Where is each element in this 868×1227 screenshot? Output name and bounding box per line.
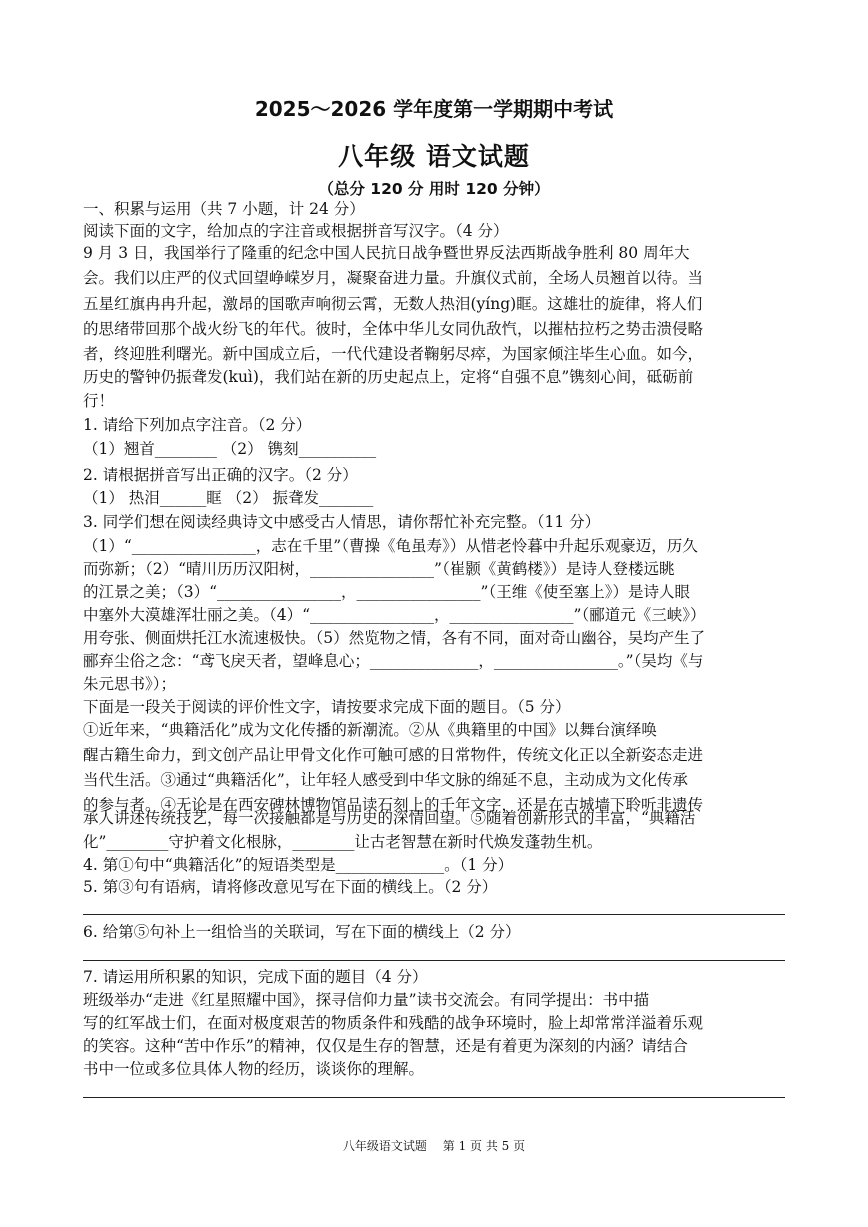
question-2-items: （1） 热泪______眶 （2） 振聋发_______ <box>83 489 374 507</box>
evaluation-intro: 下面是一段关于阅读的评价性文字，请按要求完成下面的题目。（5 分） <box>83 698 571 716</box>
instruction: 阅读下面的文字，给加点的字注音或根据拼音写汉字。（4 分） <box>83 222 509 240</box>
evaluation-line: 承人讲述传统技艺，每一次接触都是与历史的深情回望。⑤随着创新形式的丰富，“典籍活 <box>83 809 696 827</box>
evaluation-line: ①近年来，“典籍活化”成为文化传播的新潮流。②从《典籍里的中国》以舞台演绎唤 <box>83 721 657 739</box>
question-3-line: （1）“________________，志在千里”（曹操《龟虽寿》）从惜老怜暮中升起乐观豪迈，历久 <box>83 537 698 555</box>
passage-line: 行！ <box>83 392 115 410</box>
passage-line: 历史的警钟仍振聋发(kuì)，我们站在新的历史起点上，定将“自强不息”镌刻心间，砥砺前 <box>83 368 694 386</box>
question-1: 1. 请给下列加点字注音。（2 分） <box>83 416 312 434</box>
answer-line[interactable] <box>83 914 785 915</box>
question-7-line: 班级举办“走进《红星照耀中国》，探寻信仰力量”读书交流会。有同学提出：书中描 <box>83 991 650 1009</box>
question-4: 4. 第①句中“典籍活化”的短语类型是______________。（1 分） <box>83 856 514 874</box>
score-time: （总分 120 分 用时 120 分钟） <box>318 180 550 198</box>
section-heading: 一、积累与运用（共 7 小题，计 24 分） <box>83 200 365 218</box>
question-3-line: 用夸张、侧面烘托江水流速极快。（5）然览物之情，各有不同，面对奇山幽谷，吴均产生了 <box>83 629 706 647</box>
question-3-line: 的江景之美；（3）“________________，________________”（王维《使至塞上》）是诗人眼 <box>83 583 690 601</box>
question-7-line: 写的红军战士们，在面对极度艰苦的物质条件和残酷的战争环境时，脸上却常常洋溢着乐观 <box>83 1014 704 1032</box>
footer-page-number: 第 1 页 共 5 页 <box>442 1139 526 1153</box>
passage-line: 者，终迎胜利曙光。新中国成立后，一代代建设者鞠躬尽瘁，为国家倾注毕生心血。如今， <box>83 345 704 363</box>
question-6: 6. 给第⑤句补上一组恰当的关联词，写在下面的横线上（2 分） <box>83 923 521 941</box>
question-3: 3. 同学们想在阅读经典诗文中感受古人情思，请你帮忙补充完整。（11 分） <box>83 513 601 531</box>
question-7: 7. 请运用所积累的知识，完成下面的题目（4 分） <box>83 968 428 986</box>
question-3-line: 中塞外大漠雄浑壮丽之美。（4）“________________，________________”（郦道元《三峡》） <box>83 606 706 624</box>
passage-line: 会。我们以庄严的仪式回望峥嵘岁月，凝聚奋进力量。升旗仪式前，全场人员翘首以待。当 <box>83 269 704 287</box>
footer-subject: 八年级语文试题 <box>342 1139 427 1153</box>
question-2: 2. 请根据拼音写出正确的汉字。（2 分） <box>83 466 358 484</box>
question-3-line: 而弥新；（2）“晴川历历汉阳树，________________”（崔颢《黄鹤楼》）是诗人登楼远眺 <box>83 560 675 578</box>
evaluation-line: 的参与者。④无论是在西安碑林博物馆品读石刻上的千年文字，还是在古城墙下聆听非遗传 <box>83 796 704 814</box>
answer-line[interactable] <box>83 960 785 961</box>
question-3-line: 朱元思书》）； <box>83 675 177 693</box>
question-1-items: （1）翘首________ （2） 镌刻__________ <box>83 440 377 458</box>
question-3-line: 郦弃尘俗之念：“鸢飞戾天者，望峰息心；______________，________________。”（吴均《与 <box>83 652 704 670</box>
evaluation-line: 当代生活。③通过“典籍活化”，让年轻人感受到中华文脉的绵延不息，主动成为文化传承 <box>83 771 688 789</box>
subject-title: 八年级 语文试题 <box>338 142 530 171</box>
passage-line: 9 月 3 日，我国举行了隆重的纪念中国人民抗日战争暨世界反法西斯战争胜利 80 周年大 <box>83 244 690 262</box>
question-7-line: 书中一位或多位具体人物的经历，谈谈你的理解。 <box>83 1060 425 1078</box>
answer-line[interactable] <box>83 1097 785 1098</box>
passage-line: 五星红旗冉冉升起，激昂的国歌声响彻云霄，无数人热泪(yíng)眶。这雄壮的旋律，将人们 <box>83 295 703 313</box>
question-5: 5. 第③句有语病，请将修改意见写在下面的横线上。（2 分） <box>83 878 498 896</box>
evaluation-line: 醒古籍生命力，到文创产品让甲骨文化作可触可感的日常物件，传统文化正以全新姿态走进 <box>83 746 704 764</box>
evaluation-line: 化”________守护着文化根脉，________让古老智慧在新时代焕发蓬勃生机。 <box>83 833 603 851</box>
passage-line: 的思绪带回那个战火纷飞的年代。彼时，全体中华儿女同仇敌忾，以摧枯拉朽之势击溃侵略 <box>83 320 704 338</box>
question-7-line: 的笑容。这种“苦中作乐”的精神，仅仅是生存的智慧，还是有着更为深刻的内涵？请结合 <box>83 1037 688 1055</box>
exam-title: 2025～2026 学年度第一学期期中考试 <box>254 97 614 121</box>
page-footer <box>0 1137 868 1154</box>
